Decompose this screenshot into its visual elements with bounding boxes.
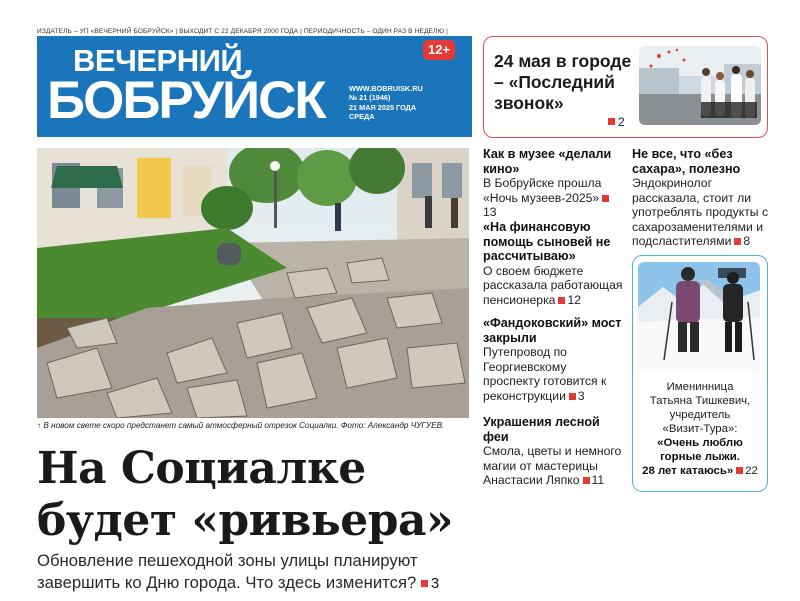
page-marker-icon [736,467,743,474]
article-museum-night[interactable] [483,147,623,220]
masthead-title-line1: ВЕЧЕРНИЙ [73,43,243,78]
promo-last-bell-page: 2 [608,115,625,129]
page-marker-icon [734,238,741,245]
article-teaser: В Бобруйске прошла «Ночь музеев-2025»13 [483,176,623,220]
publisher-line: ИЗДАТЕЛЬ – УП «ВЕЧЕРНИЙ БОБРУЙСК» | ВЫХОДИТ С 22 ДЕКАБРЯ 2000 ГОДА | ПЕРИОДИЧНОСТЬ – ОДИН РАЗ В НЕДЕЛЮ | [37,28,448,35]
website[interactable]: WWW.BOBRUISK.RU [349,84,423,93]
main-headline[interactable] [37,443,482,547]
promo-last-bell[interactable] [483,36,768,138]
promo-last-bell-title: 24 мая в городе – «Последний звонок» [494,51,632,113]
article-headline: Не все, что «без сахара», полезно [632,147,741,176]
article-bridge-closed[interactable] [483,316,623,403]
article-pensioner-budget[interactable] [483,220,623,307]
article-teaser: Смола, цветы и немного магии от мастерицы Анастасии Ляпко 11 [483,444,622,487]
issue-weekday: СРЕДА [349,111,375,121]
issue-info [349,84,423,121]
promo-skiers-photo [638,262,760,372]
issue-date: 21 МАЯ 2025 ГОДА [349,102,417,112]
promo-last-bell-photo [639,46,761,125]
promo-birthday-interview[interactable] [632,255,768,492]
masthead-title-line2: БОБРУЙСК [47,71,325,130]
article-headline: Украшения лесной феи [483,415,600,444]
page-marker-icon [608,118,615,125]
page-marker-icon [558,297,565,304]
main-page-ref: 3 [421,575,439,592]
article-teaser: Эндокринолог рассказала, стоит ли употреблять продукты с сахарозаменителями и подсластителями 8 [632,176,769,248]
article-headline: Как в музее «делали кино» [483,147,612,176]
article-teaser: О своем бюджете рассказала работающая пенсионерка 12 [483,263,623,307]
article-fairy-jewelry[interactable] [483,415,623,488]
article-sugar-free[interactable] [632,147,770,249]
caption-arrow-icon: ↑ [37,421,42,430]
article-headline: «Фандоковский» мост закрыли [483,316,622,345]
main-headline-line2: будет «ривьера» [37,495,454,546]
main-subheading: Обновление пешеходной зоны улицы планируют завершить ко Дню города. Что здесь изменится? 3 [37,551,440,592]
article-teaser: Путепровод по Георгиевскому проспекту готовится к реконструкции 3 [483,345,607,403]
main-photo-street-repair [37,148,469,418]
masthead[interactable] [37,36,472,137]
page-marker-icon [421,580,428,587]
age-rating-badge: 12+ [423,40,455,60]
main-headline-line1: На Социалке [37,443,366,494]
promo-birthday-text: Именинница Татьяна Тишкевич, учредитель «Визит-Тура»: «Очень люблю горные лыжи. 28 лет катаюсь» 22 [642,381,758,477]
issue-number: № 21 (1946) [349,93,391,103]
page-marker-icon [602,195,609,202]
page-marker-icon [583,477,590,484]
photo-caption: ↑ В новом свете скоро предстанет самый атмосферный отрезок Социалки. Фото: Александр ЧУГУЕВ. [37,421,445,430]
page-marker-icon [569,393,576,400]
article-headline: «На финансовую помощь сыновей не рассчитываю» [483,220,611,263]
